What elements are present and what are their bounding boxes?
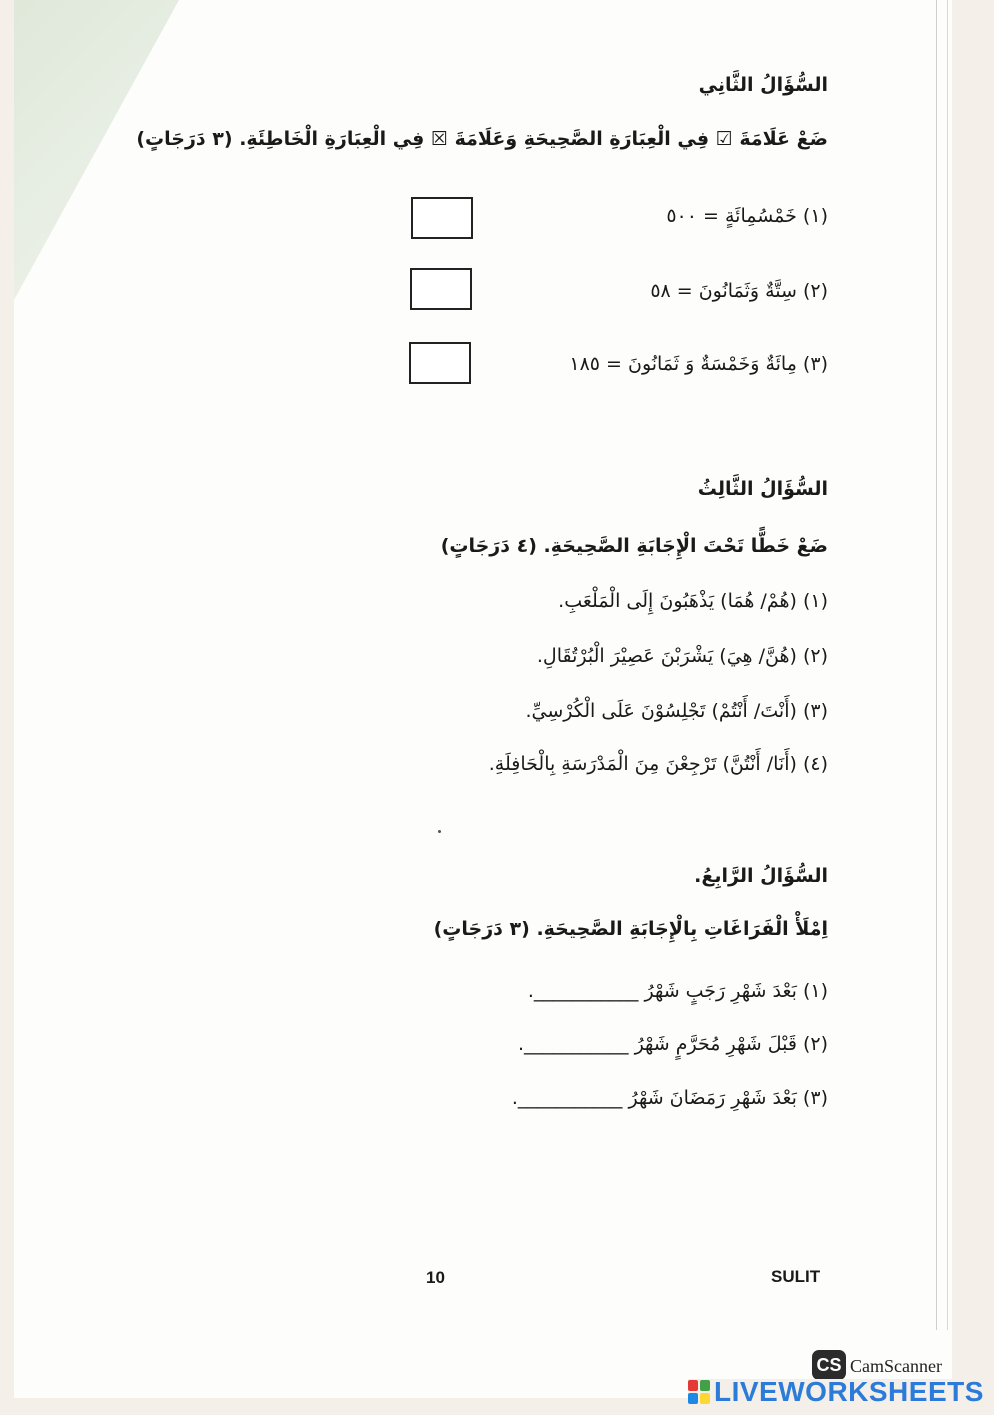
q3-item-4[interactable]: (٤) (أَنَا/ أَنْتُنَّ) تَرْجِعْنَ مِنَ الْمَدْرَسَةِ بِالْحَافِلَةِ. xyxy=(488,753,828,775)
q2-answer-box-3[interactable] xyxy=(409,342,471,384)
q2-item-1: (١) خَمْسُمِائَةٍ = ٥٠٠ xyxy=(666,205,828,227)
q4-item-3[interactable]: (٣) بَعْدَ شَهْرِ رَمَضَانَ شَهْرُ ___________. xyxy=(511,1087,828,1109)
q2-instruction: ضَعْ عَلَامَةَ ☑ فِي الْعِبَارَةِ الصَّحِيحَةِ وَعَلَامَةَ ☒ فِي الْعِبَارَةِ الْخَاطِئَةِ. (٣ دَرَجَاتٍ) xyxy=(136,128,828,150)
q3-item-3[interactable]: (٣) (أَنْتَ/ أَنْتُمْ) تَجْلِسُوْنَ عَلَى الْكُرْسِيِّ. xyxy=(525,700,828,722)
liveworksheets-wordmark: LIVEWORKSHEETS xyxy=(714,1376,984,1407)
q3-heading: السُّؤَالُ الثَّالِثُ xyxy=(697,478,828,500)
classification-label: SULIT xyxy=(771,1267,821,1286)
q2-item-3: (٣) مِائَةٌ وَخَمْسَةٌ وَ ثَمَانُونَ = ١٨٥ xyxy=(569,353,828,375)
scan-speck xyxy=(438,830,441,833)
camscanner-text: CamScanner xyxy=(850,1356,942,1376)
page-number: 10 xyxy=(426,1268,445,1287)
q2-heading: السُّؤَالُ الثَّانِي xyxy=(698,74,828,96)
camscanner-badge: CS xyxy=(812,1350,846,1380)
q4-instruction: اِمْلَأْ الْفَرَاغَاتِ بِالْإِجَابَةِ الصَّحِيحَةِ. (٣ دَرَجَاتٍ) xyxy=(433,918,828,940)
liveworksheets-logo-icon xyxy=(688,1380,710,1404)
q3-instruction: ضَعْ خَطًّا تَحْتَ الْإِجَابَةِ الصَّحِيحَةِ. (٤ دَرَجَاتٍ) xyxy=(440,535,828,557)
q4-item-1[interactable]: (١) بَعْدَ شَهْرِ رَجَبٍ شَهْرُ ___________. xyxy=(527,980,828,1002)
q2-item-2: (٢) سِتَّةٌ وَثَمَانُونَ = ٥٨ xyxy=(650,280,828,302)
q4-heading: السُّؤَالُ الرَّابِعُ. xyxy=(694,865,828,887)
q4-item-2[interactable]: (٢) قَبْلَ شَهْرِ مُحَرَّمٍ شَهْرُ ___________. xyxy=(517,1033,828,1055)
q2-answer-box-1[interactable] xyxy=(411,197,473,239)
q2-answer-box-2[interactable] xyxy=(410,268,472,310)
page-edge xyxy=(936,0,948,1330)
q3-item-1[interactable]: (١) (هُمْ/ هُمَا) يَذْهَبُونَ إِلَى الْمَلْعَبِ. xyxy=(558,590,828,612)
q3-item-2[interactable]: (٢) (هُنَّ/ هِيَ) يَشْرَبْنَ عَصِيْرَ الْبُرْتُقَالِ. xyxy=(536,645,828,667)
